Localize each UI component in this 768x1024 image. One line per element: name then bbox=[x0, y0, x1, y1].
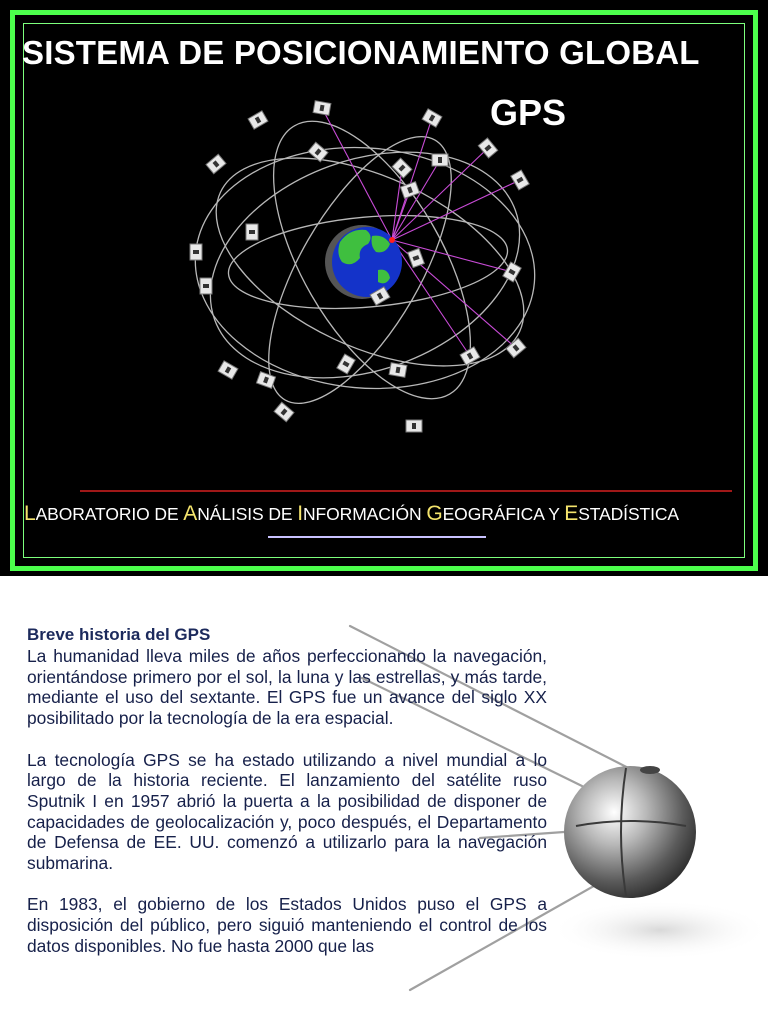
satellite-icon bbox=[503, 262, 521, 282]
article-body bbox=[27, 624, 547, 977]
satellite-icon bbox=[274, 402, 294, 421]
satellite-icon bbox=[337, 354, 355, 374]
lavender-divider bbox=[268, 536, 486, 538]
red-divider bbox=[80, 490, 732, 492]
lab-word: NÁLISIS DE bbox=[197, 504, 298, 524]
article-heading: Breve historia del GPS bbox=[27, 625, 211, 644]
article-paragraph: La humanidad lleva miles de años perfeccionando la navegación, orientándose primero por el sol, la luna y las estrellas, y más tarde, mediante el uso del sextante. El GPS fue un avance del siglo XX posibilitado por la tecnología de la era espacial. bbox=[27, 646, 547, 729]
lab-word: NFORMACIÓN bbox=[303, 504, 427, 524]
earth-icon bbox=[325, 225, 402, 299]
lab-initial: E bbox=[564, 502, 579, 525]
satellite-icon bbox=[190, 244, 202, 260]
banner-title: SISTEMA DE POSICIONAMIENTO GLOBAL bbox=[22, 34, 700, 71]
satellite-icon bbox=[256, 372, 275, 389]
banner-subtitle: GPS bbox=[490, 92, 567, 133]
satellite-icon bbox=[389, 363, 407, 378]
lab-initial: A bbox=[183, 502, 198, 525]
satellite-icon bbox=[200, 278, 212, 294]
satellite-icon bbox=[248, 111, 268, 129]
satellite-icon bbox=[218, 361, 238, 379]
lab-initial: I bbox=[297, 502, 304, 525]
laboratory-name bbox=[24, 502, 744, 526]
satellite-icon bbox=[206, 154, 226, 173]
lab-word: STADÍSTICA bbox=[578, 504, 679, 524]
lab-word: EOGRÁFICA Y bbox=[442, 504, 565, 524]
satellite-icon bbox=[511, 170, 529, 190]
satellite-icon bbox=[246, 224, 258, 240]
satellite-icon bbox=[432, 154, 448, 166]
satellite-icon bbox=[406, 420, 422, 432]
article-paragraph: La tecnología GPS se ha estado utilizando a nivel mundial a lo largo de la historia reciente. El lanzamiento del satélite ruso Sputnik I en 1957 abrió la puerta a la posibilidad de disponer de capacidades de geolocalización y, poco después, el Departamento de Defensa de EE. UU. comenzó a utilizarlo para la navegación submarina. bbox=[27, 749, 547, 874]
lab-word: ABORATORIO DE bbox=[35, 504, 184, 524]
lab-initial: G bbox=[426, 502, 443, 525]
article-paragraph: En 1983, el gobierno de los Estados Unidos puso el GPS a disposición del público, pero siguió manteniendo el control de los datos disponibles. No fue hasta 2000 que las bbox=[27, 894, 547, 956]
satellite-icon bbox=[408, 248, 425, 267]
satellite-icon bbox=[422, 109, 442, 127]
lab-initial: L bbox=[24, 502, 36, 525]
satellite-icon bbox=[313, 101, 331, 116]
satellite-icon bbox=[392, 158, 412, 178]
